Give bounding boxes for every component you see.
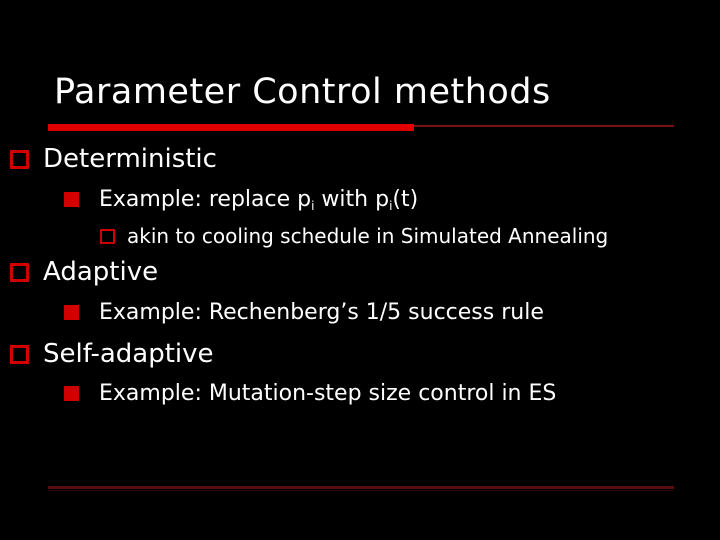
- hollow-square-bullet-icon: [10, 263, 29, 282]
- sub-bullet-deterministic-example: [64, 187, 418, 212]
- sub-bullet-text: Example: Mutation-step size control in ES: [99, 381, 557, 406]
- bullet-self-adaptive: [10, 339, 214, 369]
- sub-sub-bullet-text: akin to cooling schedule in Simulated Annealing: [127, 224, 609, 248]
- sub-bullet-text: Example: replace $p_i$ with $p_i(t)$: [99, 187, 419, 213]
- bullet-adaptive: [10, 257, 158, 287]
- bullet-label: Deterministic: [43, 144, 217, 174]
- title-underline-rule: [414, 125, 674, 127]
- bullet-deterministic: [10, 144, 217, 174]
- bullet-label: Self-adaptive: [43, 339, 214, 369]
- footer-rule-shadow: [48, 490, 674, 491]
- hollow-square-bullet-icon: [10, 150, 29, 169]
- footer-rule: [48, 486, 674, 489]
- sub-bullet-adaptive-example: [64, 300, 544, 325]
- filled-square-bullet-icon: [64, 305, 79, 320]
- filled-square-bullet-icon: [64, 386, 79, 401]
- sub-bullet-self-adaptive-example: [64, 381, 556, 406]
- hollow-square-bullet-icon: [10, 345, 29, 364]
- slide-title: Parameter Control methods: [54, 72, 551, 112]
- filled-square-bullet-icon: [64, 192, 79, 207]
- title-underline-accent: [48, 124, 414, 131]
- bullet-label: Adaptive: [43, 257, 159, 287]
- sub-sub-bullet-annealing: [100, 224, 608, 248]
- hollow-square-bullet-icon: [100, 229, 115, 244]
- sub-bullet-text: Example: Rechenberg’s 1/5 success rule: [99, 300, 544, 325]
